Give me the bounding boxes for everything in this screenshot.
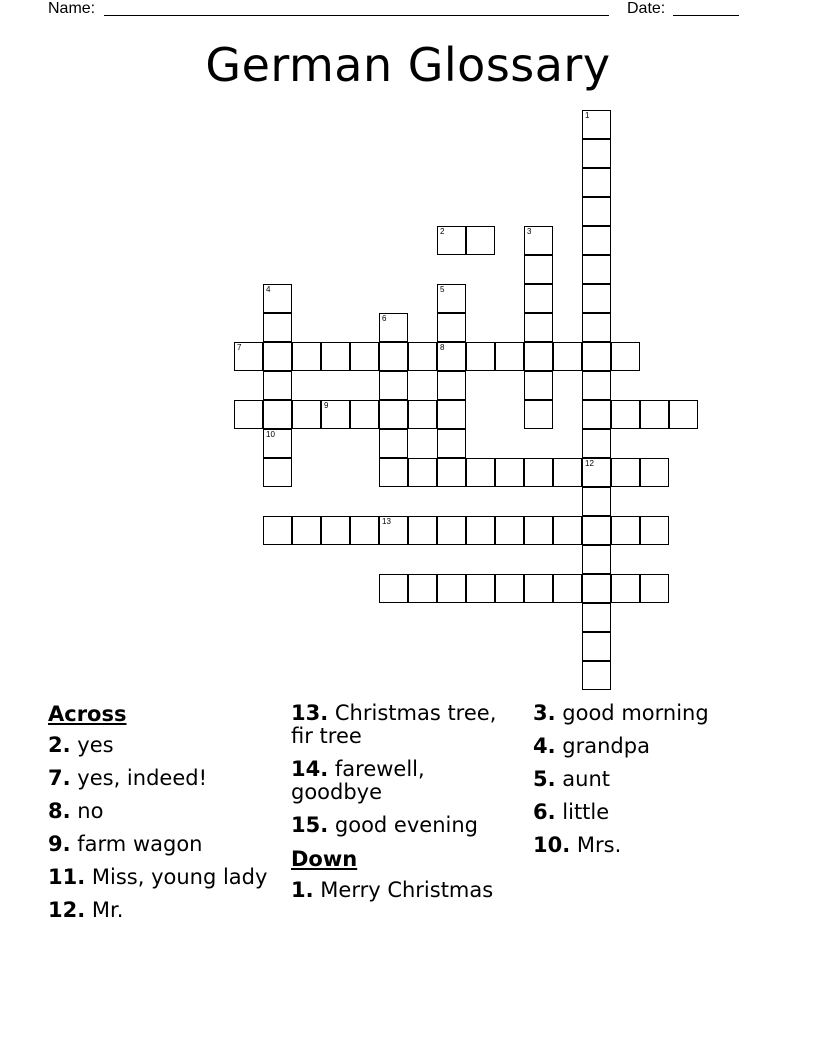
clue-text: little	[562, 800, 610, 824]
grid-cell[interactable]	[524, 313, 553, 342]
clue-number: 12.	[48, 898, 86, 922]
date-label: Date:	[627, 0, 666, 17]
clue-number: 14.	[291, 757, 329, 781]
grid-cell[interactable]	[263, 400, 292, 429]
clue-column-3	[533, 702, 763, 867]
grid-cell[interactable]	[553, 458, 582, 487]
grid-cell[interactable]	[611, 574, 640, 603]
clue-text: Merry Christmas	[320, 878, 494, 902]
grid-cell[interactable]	[582, 632, 611, 661]
grid-cell[interactable]	[524, 226, 553, 255]
grid-cell[interactable]	[524, 516, 553, 545]
grid-cell[interactable]	[582, 487, 611, 516]
cell-number: 13	[382, 517, 391, 526]
grid-cell[interactable]	[408, 342, 437, 371]
clue-across-11	[48, 866, 278, 889]
clue-text: grandpa	[562, 734, 650, 758]
clue-number: 3.	[533, 701, 556, 725]
clue-down-10	[533, 834, 763, 857]
grid-cell[interactable]	[640, 400, 669, 429]
grid-cell[interactable]	[553, 516, 582, 545]
grid-cell[interactable]	[582, 342, 611, 371]
grid-cell[interactable]	[379, 458, 408, 487]
grid-cell[interactable]	[553, 342, 582, 371]
clue-text: yes, indeed!	[77, 766, 207, 790]
grid-cell[interactable]	[466, 226, 495, 255]
clue-text: yes	[77, 733, 114, 757]
grid-cell[interactable]	[437, 371, 466, 400]
clue-down-5	[533, 768, 763, 791]
clue-column-2	[291, 702, 521, 912]
grid-cell[interactable]	[582, 371, 611, 400]
grid-cell[interactable]	[582, 545, 611, 574]
clue-down-6	[533, 801, 763, 824]
grid-cell[interactable]	[350, 516, 379, 545]
cell-number: 8	[440, 343, 445, 352]
clue-number: 6.	[533, 800, 556, 824]
grid-cell[interactable]	[669, 400, 698, 429]
grid-cell[interactable]	[466, 574, 495, 603]
grid-cell[interactable]	[379, 429, 408, 458]
clue-across-9	[48, 833, 278, 856]
clue-number: 13.	[291, 701, 329, 725]
clue-text: good evening	[334, 813, 478, 837]
grid-cell[interactable]	[582, 516, 611, 545]
grid-cell[interactable]	[524, 458, 553, 487]
clue-text: Miss, young lady	[91, 865, 268, 889]
grid-cell[interactable]	[437, 400, 466, 429]
clue-number: 1.	[291, 878, 314, 902]
clue-number: 5.	[533, 767, 556, 791]
clue-number: 10.	[533, 833, 571, 857]
grid-cell[interactable]	[582, 197, 611, 226]
grid-cell[interactable]	[582, 168, 611, 197]
grid-cell[interactable]	[321, 516, 350, 545]
grid-cell[interactable]	[408, 458, 437, 487]
grid-cell[interactable]	[524, 371, 553, 400]
grid-cell[interactable]	[234, 400, 263, 429]
clue-number: 4.	[533, 734, 556, 758]
clue-text: no	[77, 799, 104, 823]
down-heading: Down	[291, 847, 358, 871]
grid-cell[interactable]	[582, 400, 611, 429]
grid-cell[interactable]	[379, 313, 408, 342]
grid-cell[interactable]	[495, 458, 524, 487]
grid-cell[interactable]	[408, 400, 437, 429]
grid-cell[interactable]	[495, 574, 524, 603]
cell-number: 9	[324, 401, 329, 410]
clue-down-3	[533, 702, 763, 725]
grid-cell[interactable]	[466, 342, 495, 371]
grid-cell[interactable]	[524, 574, 553, 603]
grid-cell[interactable]	[582, 255, 611, 284]
grid-cell[interactable]	[437, 342, 466, 371]
clue-across-12	[48, 899, 278, 922]
grid-cell[interactable]	[437, 313, 466, 342]
grid-cell[interactable]	[263, 342, 292, 371]
clue-text: Mr.	[91, 898, 124, 922]
grid-cell[interactable]	[292, 342, 321, 371]
grid-cell[interactable]	[466, 458, 495, 487]
grid-cell[interactable]	[553, 574, 582, 603]
grid-cell[interactable]	[234, 342, 263, 371]
across-heading: Across	[48, 702, 127, 726]
clue-text: farewell, goodbye	[291, 757, 425, 804]
grid-cell[interactable]	[321, 400, 350, 429]
grid-cell[interactable]	[321, 342, 350, 371]
grid-cell[interactable]	[524, 255, 553, 284]
clue-text: good morning	[562, 701, 709, 725]
grid-cell[interactable]	[437, 574, 466, 603]
clue-across-14	[291, 758, 521, 804]
clue-text: aunt	[562, 767, 611, 791]
grid-cell[interactable]	[379, 574, 408, 603]
clue-number: 9.	[48, 832, 71, 856]
grid-cell[interactable]	[263, 458, 292, 487]
clue-text: farm wagon	[77, 832, 203, 856]
grid-cell[interactable]	[524, 400, 553, 429]
grid-cell[interactable]	[466, 516, 495, 545]
clue-across-13	[291, 702, 521, 748]
grid-cell[interactable]	[437, 516, 466, 545]
grid-cell[interactable]	[640, 458, 669, 487]
cell-number: 1	[585, 111, 590, 120]
grid-cell[interactable]	[350, 342, 379, 371]
cell-number: 7	[237, 343, 242, 352]
grid-cell[interactable]	[495, 516, 524, 545]
cell-number: 12	[585, 459, 594, 468]
cell-number: 5	[440, 285, 445, 294]
grid-cell[interactable]	[379, 342, 408, 371]
clue-text: Mrs.	[576, 833, 622, 857]
grid-cell[interactable]	[582, 139, 611, 168]
clue-number: 11.	[48, 865, 86, 889]
grid-cell[interactable]	[408, 516, 437, 545]
grid-cell[interactable]	[611, 342, 640, 371]
grid-cell[interactable]	[263, 284, 292, 313]
clue-number: 15.	[291, 813, 329, 837]
grid-cell[interactable]	[524, 284, 553, 313]
grid-cell[interactable]	[611, 458, 640, 487]
grid-cell[interactable]	[524, 342, 553, 371]
clue-down-1	[291, 879, 521, 902]
grid-cell[interactable]	[263, 371, 292, 400]
grid-cell[interactable]	[379, 516, 408, 545]
clue-number: 7.	[48, 766, 71, 790]
clue-across-8	[48, 800, 278, 823]
grid-cell[interactable]	[582, 429, 611, 458]
page-title: German Glossary	[205, 38, 611, 92]
grid-cell[interactable]	[263, 429, 292, 458]
clue-number: 2.	[48, 733, 71, 757]
grid-cell[interactable]	[611, 400, 640, 429]
grid-cell[interactable]	[292, 400, 321, 429]
grid-cell[interactable]	[292, 516, 321, 545]
clue-across-7	[48, 767, 278, 790]
grid-cell[interactable]	[640, 574, 669, 603]
grid-cell[interactable]	[582, 313, 611, 342]
grid-cell[interactable]	[582, 661, 611, 690]
grid-cell[interactable]	[379, 400, 408, 429]
grid-cell[interactable]	[263, 313, 292, 342]
clue-column-1	[48, 702, 278, 932]
grid-cell[interactable]	[379, 371, 408, 400]
grid-cell[interactable]	[437, 226, 466, 255]
grid-cell[interactable]	[263, 516, 292, 545]
cell-number: 2	[440, 227, 445, 236]
grid-cell[interactable]	[582, 574, 611, 603]
cell-number: 10	[266, 430, 275, 439]
grid-cell[interactable]	[582, 284, 611, 313]
grid-cell[interactable]	[437, 458, 466, 487]
grid-cell[interactable]	[437, 284, 466, 313]
grid-cell[interactable]	[437, 429, 466, 458]
cell-number: 4	[266, 285, 271, 294]
cell-number: 3	[527, 227, 532, 236]
grid-cell[interactable]	[582, 603, 611, 632]
grid-cell[interactable]	[582, 458, 611, 487]
grid-cell[interactable]	[350, 400, 379, 429]
clue-across-2	[48, 734, 278, 757]
grid-cell[interactable]	[408, 574, 437, 603]
clue-down-4	[533, 735, 763, 758]
grid-cell[interactable]	[640, 516, 669, 545]
grid-cell[interactable]	[611, 516, 640, 545]
clue-across-15	[291, 814, 521, 837]
cell-number: 6	[382, 314, 387, 323]
grid-cell[interactable]	[582, 110, 611, 139]
name-label: Name:	[48, 0, 96, 17]
clue-number: 8.	[48, 799, 71, 823]
clue-text: Christmas tree, fir tree	[291, 701, 497, 748]
grid-cell[interactable]	[582, 226, 611, 255]
grid-cell[interactable]	[495, 342, 524, 371]
